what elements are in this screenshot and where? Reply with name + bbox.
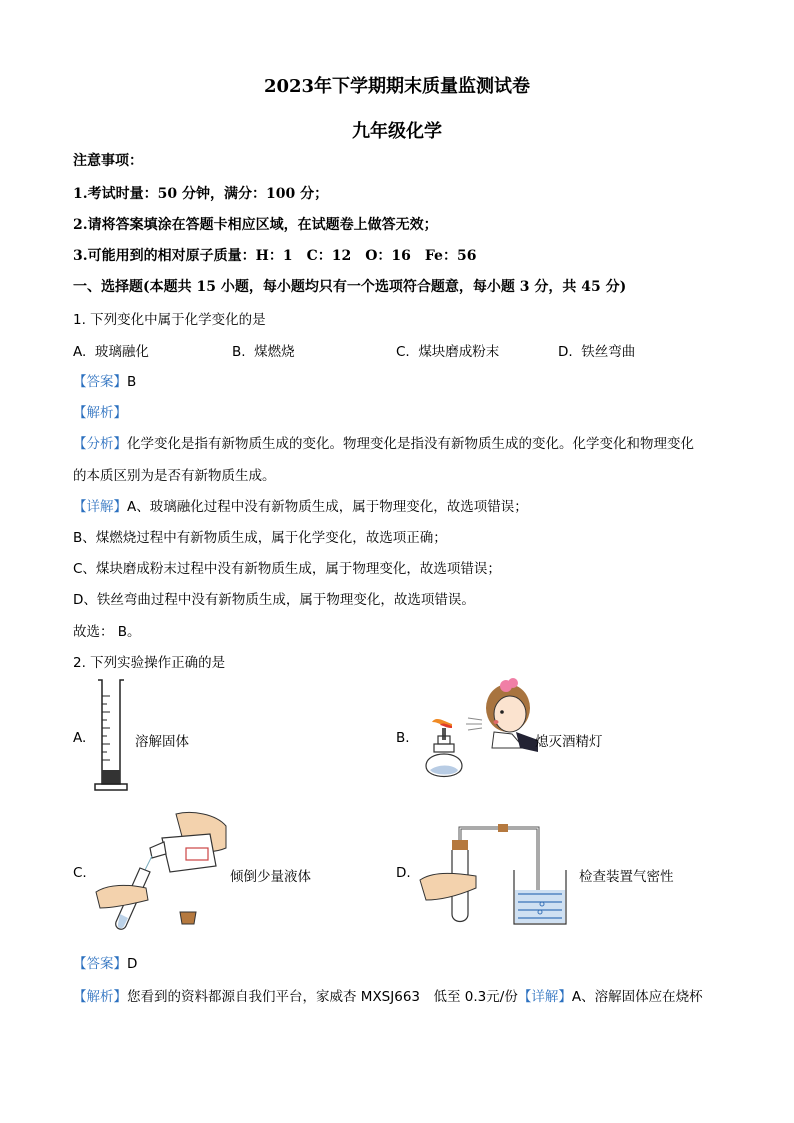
fenxi-tag: 【分析】 bbox=[73, 436, 127, 452]
q2-option-b-caption: 熄灭酒精灯 bbox=[535, 734, 603, 750]
question-1-stem: 1. 下列变化中属于化学变化的是 bbox=[73, 312, 266, 328]
notes-heading: 注意事项： bbox=[73, 153, 143, 169]
option-text: 玻璃融化 bbox=[94, 344, 149, 360]
q2-option-c-caption: 倾倒少量液体 bbox=[230, 869, 311, 885]
option-letter: D. bbox=[558, 344, 573, 360]
page-subtitle: 九年级化学 bbox=[352, 121, 442, 142]
analysis-tag: 【解析】 bbox=[73, 989, 127, 1005]
answer-value: D bbox=[127, 956, 138, 972]
q1-fenxi-line-1: 【分析】化学变化是指有新物质生成的变化。物理变化是指没有新物质生成的变化。化学变化和物理变化 bbox=[73, 436, 694, 452]
page-title: 2023年下学期期末质量监测试卷 bbox=[263, 76, 531, 97]
q2-option-d-letter: D. bbox=[396, 865, 411, 881]
q1-detail-line-3: C、煤块磨成粉末过程中没有新物质生成，属于物理变化，故选项错误； bbox=[73, 561, 501, 577]
q2-answer bbox=[73, 952, 137, 972]
option-text: 煤燃烧 bbox=[254, 344, 295, 360]
q1-detail-line-1: 【详解】A、玻璃融化过程中没有新物质生成，属于物理变化，故选项错误； bbox=[73, 499, 528, 515]
graduated-cylinder-icon bbox=[92, 676, 132, 794]
detail-tag: 【详解】 bbox=[517, 989, 572, 1005]
q1-fenxi-line-2: 的本质区别为是否有新物质生成。 bbox=[73, 468, 276, 484]
q1-answer bbox=[73, 370, 136, 390]
option-text: 煤块磨成粉末 bbox=[418, 344, 500, 360]
q1-option-a bbox=[73, 340, 149, 360]
q2-option-c-letter: C. bbox=[73, 865, 87, 881]
blowing-out-alcohol-lamp-icon bbox=[412, 676, 542, 796]
airtightness-check-icon bbox=[414, 818, 574, 932]
answer-tag: 【答案】 bbox=[73, 374, 127, 390]
q2-option-a-caption: 溶解固体 bbox=[135, 734, 189, 750]
q1-detail-line-4: D、铁丝弯曲过程中没有新物质生成，属于物理变化，故选项错误。 bbox=[73, 592, 475, 608]
answer-value: B bbox=[127, 374, 137, 390]
option-letter: B. bbox=[232, 344, 246, 360]
q1-option-d bbox=[558, 340, 635, 360]
answer-tag: 【答案】 bbox=[73, 956, 127, 972]
q1-option-c bbox=[396, 340, 499, 360]
q1-conclusion: 故选： B。 bbox=[73, 624, 141, 640]
pouring-liquid-icon bbox=[92, 808, 232, 936]
notes-item-2: 2.请将答案填涂在答题卡相应区域，在试题卷上做答无效； bbox=[73, 217, 438, 233]
q2-option-a-letter: A. bbox=[73, 730, 87, 746]
detail-tag: 【详解】 bbox=[73, 499, 127, 515]
q2-option-b-letter: B. bbox=[396, 730, 410, 746]
q1-analysis-tag: 【解析】 bbox=[73, 405, 127, 421]
notes-item-1: 1.考试时量：50 分钟，满分：100 分； bbox=[73, 186, 329, 202]
q1-option-b bbox=[232, 340, 295, 360]
option-letter: C. bbox=[396, 344, 410, 360]
notes-item-3: 3.可能用到的相对原子质量：H：1 C：12 O：16 Fe：56 bbox=[73, 248, 477, 264]
q2-analysis: 【解析】您看到的资料都源自我们平台，家威杏 MXSJ663 低至 0.3元/份【详解】A、溶解固体应在烧杯 bbox=[73, 989, 703, 1005]
q2-option-d-caption: 检查装置气密性 bbox=[579, 869, 674, 885]
option-letter: A. bbox=[73, 344, 87, 360]
section-heading: 一、选择题(本题共 15 小题，每小题均只有一个选项符合题意，每小题 3 分，共 45 分) bbox=[73, 279, 627, 295]
question-2-stem: 2. 下列实验操作正确的是 bbox=[73, 655, 226, 671]
q1-detail-line-2: B、煤燃烧过程中有新物质生成，属于化学变化，故选项正确； bbox=[73, 530, 447, 546]
option-text: 铁丝弯曲 bbox=[581, 344, 636, 360]
